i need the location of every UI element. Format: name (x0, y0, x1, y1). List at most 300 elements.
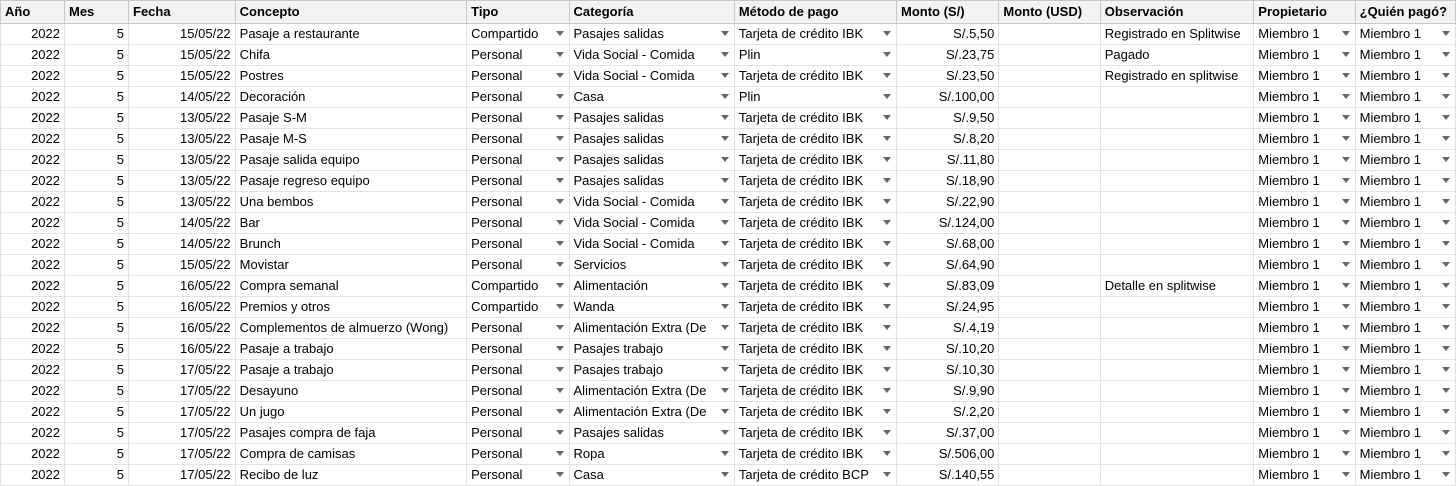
dropdown-arrow-icon[interactable] (1442, 94, 1450, 99)
cell-propietario[interactable] (1254, 402, 1355, 423)
cell-categoria[interactable] (569, 87, 734, 108)
cell-concepto[interactable]: Pasaje a restaurante (235, 24, 466, 45)
cell-quien-pago[interactable] (1355, 213, 1455, 234)
cell-concepto[interactable]: Pasajes compra de faja (235, 423, 466, 444)
cell-monto-usd[interactable] (999, 339, 1100, 360)
cell-tipo[interactable] (467, 108, 569, 129)
dropdown-arrow-icon[interactable] (1342, 199, 1350, 204)
cell-concepto[interactable]: Premios y otros (235, 297, 466, 318)
cell-monto-soles[interactable]: S/.22,90 (896, 192, 998, 213)
cell-observacion[interactable] (1100, 423, 1254, 444)
cell-monto-soles[interactable]: S/.506,00 (896, 444, 998, 465)
cell-mes[interactable]: 5 (65, 402, 129, 423)
cell-monto-usd[interactable] (999, 381, 1100, 402)
cell-monto-usd[interactable] (999, 66, 1100, 87)
cell-categoria[interactable] (569, 45, 734, 66)
cell-monto-soles[interactable]: S/.2,20 (896, 402, 998, 423)
cell-monto-usd[interactable] (999, 213, 1100, 234)
cell-monto-usd[interactable] (999, 402, 1100, 423)
dropdown-arrow-icon[interactable] (1442, 157, 1450, 162)
cell-observacion[interactable] (1100, 381, 1254, 402)
dropdown-arrow-icon[interactable] (721, 430, 729, 435)
cell-tipo[interactable] (467, 255, 569, 276)
cell-categoria[interactable] (569, 360, 734, 381)
cell-tipo[interactable] (467, 402, 569, 423)
cell-categoria[interactable] (569, 381, 734, 402)
cell-quien-pago[interactable] (1355, 444, 1455, 465)
cell-fecha[interactable]: 15/05/22 (129, 45, 236, 66)
dropdown-arrow-icon[interactable] (883, 31, 891, 36)
dropdown-arrow-icon[interactable] (1442, 430, 1450, 435)
dropdown-arrow-icon[interactable] (1342, 94, 1350, 99)
dropdown-arrow-icon[interactable] (556, 199, 564, 204)
dropdown-arrow-icon[interactable] (721, 157, 729, 162)
cell-ano[interactable]: 2022 (1, 423, 65, 444)
dropdown-arrow-icon[interactable] (721, 178, 729, 183)
cell-mes[interactable]: 5 (65, 360, 129, 381)
cell-observacion[interactable] (1100, 87, 1254, 108)
cell-tipo[interactable] (467, 129, 569, 150)
cell-mes[interactable]: 5 (65, 297, 129, 318)
cell-observacion[interactable] (1100, 360, 1254, 381)
cell-observacion[interactable] (1100, 234, 1254, 255)
cell-propietario[interactable] (1254, 213, 1355, 234)
cell-concepto[interactable]: Pasaje regreso equipo (235, 171, 466, 192)
dropdown-arrow-icon[interactable] (721, 325, 729, 330)
cell-monto-usd[interactable] (999, 234, 1100, 255)
cell-propietario[interactable] (1254, 297, 1355, 318)
cell-monto-soles[interactable]: S/.10,30 (896, 360, 998, 381)
cell-propietario[interactable] (1254, 171, 1355, 192)
dropdown-arrow-icon[interactable] (721, 73, 729, 78)
dropdown-arrow-icon[interactable] (1442, 241, 1450, 246)
cell-metodo-pago[interactable] (734, 45, 896, 66)
cell-ano[interactable]: 2022 (1, 297, 65, 318)
cell-fecha[interactable]: 14/05/22 (129, 87, 236, 108)
cell-metodo-pago[interactable] (734, 444, 896, 465)
cell-quien-pago[interactable] (1355, 192, 1455, 213)
cell-quien-pago[interactable] (1355, 381, 1455, 402)
cell-monto-usd[interactable] (999, 444, 1100, 465)
cell-ano[interactable]: 2022 (1, 129, 65, 150)
cell-metodo-pago[interactable] (734, 66, 896, 87)
dropdown-arrow-icon[interactable] (721, 52, 729, 57)
cell-tipo[interactable] (467, 381, 569, 402)
cell-observacion[interactable]: Registrado en splitwise (1100, 66, 1254, 87)
cell-tipo[interactable] (467, 192, 569, 213)
cell-fecha[interactable]: 16/05/22 (129, 339, 236, 360)
cell-observacion[interactable] (1100, 402, 1254, 423)
cell-tipo[interactable] (467, 213, 569, 234)
column-header-monto-soles[interactable]: Monto (S/) (896, 1, 998, 24)
dropdown-arrow-icon[interactable] (556, 325, 564, 330)
cell-concepto[interactable]: Pasaje a trabajo (235, 339, 466, 360)
cell-monto-soles[interactable]: S/.24,95 (896, 297, 998, 318)
dropdown-arrow-icon[interactable] (556, 178, 564, 183)
cell-propietario[interactable] (1254, 234, 1355, 255)
dropdown-arrow-icon[interactable] (1342, 388, 1350, 393)
cell-monto-soles[interactable]: S/.11,80 (896, 150, 998, 171)
column-header-propietario[interactable]: Propietario (1254, 1, 1355, 24)
dropdown-arrow-icon[interactable] (721, 346, 729, 351)
dropdown-arrow-icon[interactable] (883, 157, 891, 162)
cell-monto-soles[interactable]: S/.9,50 (896, 108, 998, 129)
cell-fecha[interactable]: 17/05/22 (129, 360, 236, 381)
dropdown-arrow-icon[interactable] (1442, 136, 1450, 141)
cell-quien-pago[interactable] (1355, 402, 1455, 423)
dropdown-arrow-icon[interactable] (883, 241, 891, 246)
cell-monto-usd[interactable] (999, 465, 1100, 486)
cell-monto-usd[interactable] (999, 45, 1100, 66)
cell-mes[interactable]: 5 (65, 150, 129, 171)
cell-monto-usd[interactable] (999, 255, 1100, 276)
cell-fecha[interactable]: 14/05/22 (129, 213, 236, 234)
dropdown-arrow-icon[interactable] (1442, 199, 1450, 204)
cell-categoria[interactable] (569, 465, 734, 486)
cell-propietario[interactable] (1254, 87, 1355, 108)
cell-categoria[interactable] (569, 255, 734, 276)
cell-concepto[interactable]: Complementos de almuerzo (Wong) (235, 318, 466, 339)
cell-monto-usd[interactable] (999, 24, 1100, 45)
dropdown-arrow-icon[interactable] (883, 388, 891, 393)
cell-ano[interactable]: 2022 (1, 24, 65, 45)
column-header-concepto[interactable]: Concepto (235, 1, 466, 24)
cell-fecha[interactable]: 16/05/22 (129, 318, 236, 339)
cell-concepto[interactable]: Pasaje a trabajo (235, 360, 466, 381)
dropdown-arrow-icon[interactable] (1342, 304, 1350, 309)
cell-monto-soles[interactable]: S/.124,00 (896, 213, 998, 234)
cell-ano[interactable]: 2022 (1, 45, 65, 66)
dropdown-arrow-icon[interactable] (1442, 178, 1450, 183)
cell-propietario[interactable] (1254, 255, 1355, 276)
cell-fecha[interactable]: 15/05/22 (129, 24, 236, 45)
dropdown-arrow-icon[interactable] (883, 262, 891, 267)
dropdown-arrow-icon[interactable] (1442, 346, 1450, 351)
cell-monto-soles[interactable]: S/.64,90 (896, 255, 998, 276)
cell-categoria[interactable] (569, 402, 734, 423)
dropdown-arrow-icon[interactable] (556, 304, 564, 309)
dropdown-arrow-icon[interactable] (1342, 220, 1350, 225)
cell-metodo-pago[interactable] (734, 234, 896, 255)
dropdown-arrow-icon[interactable] (721, 451, 729, 456)
cell-metodo-pago[interactable] (734, 276, 896, 297)
cell-categoria[interactable] (569, 318, 734, 339)
column-header-observacion[interactable]: Observación (1100, 1, 1254, 24)
cell-tipo[interactable] (467, 318, 569, 339)
cell-concepto[interactable]: Compra de camisas (235, 444, 466, 465)
cell-quien-pago[interactable] (1355, 339, 1455, 360)
dropdown-arrow-icon[interactable] (883, 136, 891, 141)
cell-propietario[interactable] (1254, 339, 1355, 360)
cell-categoria[interactable] (569, 339, 734, 360)
cell-propietario[interactable] (1254, 318, 1355, 339)
cell-observacion[interactable]: Detalle en splitwise (1100, 276, 1254, 297)
dropdown-arrow-icon[interactable] (556, 73, 564, 78)
cell-quien-pago[interactable] (1355, 129, 1455, 150)
dropdown-arrow-icon[interactable] (556, 136, 564, 141)
cell-fecha[interactable]: 13/05/22 (129, 150, 236, 171)
cell-fecha[interactable]: 17/05/22 (129, 402, 236, 423)
cell-categoria[interactable] (569, 444, 734, 465)
cell-observacion[interactable] (1100, 465, 1254, 486)
dropdown-arrow-icon[interactable] (1342, 472, 1350, 477)
cell-metodo-pago[interactable] (734, 129, 896, 150)
cell-observacion[interactable] (1100, 150, 1254, 171)
cell-quien-pago[interactable] (1355, 297, 1455, 318)
cell-ano[interactable]: 2022 (1, 276, 65, 297)
cell-quien-pago[interactable] (1355, 66, 1455, 87)
dropdown-arrow-icon[interactable] (1442, 115, 1450, 120)
cell-monto-soles[interactable]: S/.8,20 (896, 129, 998, 150)
dropdown-arrow-icon[interactable] (721, 136, 729, 141)
cell-metodo-pago[interactable] (734, 402, 896, 423)
cell-metodo-pago[interactable] (734, 255, 896, 276)
cell-quien-pago[interactable] (1355, 108, 1455, 129)
cell-propietario[interactable] (1254, 45, 1355, 66)
cell-mes[interactable]: 5 (65, 192, 129, 213)
cell-ano[interactable]: 2022 (1, 255, 65, 276)
cell-quien-pago[interactable] (1355, 87, 1455, 108)
dropdown-arrow-icon[interactable] (1442, 409, 1450, 414)
cell-observacion[interactable] (1100, 129, 1254, 150)
cell-tipo[interactable] (467, 150, 569, 171)
cell-fecha[interactable]: 17/05/22 (129, 465, 236, 486)
cell-concepto[interactable]: Una bembos (235, 192, 466, 213)
cell-quien-pago[interactable] (1355, 276, 1455, 297)
cell-mes[interactable]: 5 (65, 339, 129, 360)
cell-concepto[interactable]: Desayuno (235, 381, 466, 402)
cell-ano[interactable]: 2022 (1, 213, 65, 234)
cell-monto-usd[interactable] (999, 171, 1100, 192)
cell-ano[interactable]: 2022 (1, 192, 65, 213)
dropdown-arrow-icon[interactable] (1342, 283, 1350, 288)
cell-metodo-pago[interactable] (734, 213, 896, 234)
dropdown-arrow-icon[interactable] (556, 451, 564, 456)
cell-observacion[interactable] (1100, 339, 1254, 360)
cell-propietario[interactable] (1254, 150, 1355, 171)
cell-monto-soles[interactable]: S/.9,90 (896, 381, 998, 402)
dropdown-arrow-icon[interactable] (883, 178, 891, 183)
dropdown-arrow-icon[interactable] (883, 451, 891, 456)
dropdown-arrow-icon[interactable] (1442, 262, 1450, 267)
dropdown-arrow-icon[interactable] (556, 283, 564, 288)
cell-monto-soles[interactable]: S/.23,75 (896, 45, 998, 66)
cell-concepto[interactable]: Movistar (235, 255, 466, 276)
dropdown-arrow-icon[interactable] (721, 388, 729, 393)
dropdown-arrow-icon[interactable] (556, 94, 564, 99)
cell-concepto[interactable]: Bar (235, 213, 466, 234)
dropdown-arrow-icon[interactable] (721, 262, 729, 267)
dropdown-arrow-icon[interactable] (883, 346, 891, 351)
cell-propietario[interactable] (1254, 381, 1355, 402)
cell-mes[interactable]: 5 (65, 381, 129, 402)
cell-mes[interactable]: 5 (65, 66, 129, 87)
cell-monto-usd[interactable] (999, 297, 1100, 318)
dropdown-arrow-icon[interactable] (556, 367, 564, 372)
cell-metodo-pago[interactable] (734, 423, 896, 444)
dropdown-arrow-icon[interactable] (1442, 304, 1450, 309)
dropdown-arrow-icon[interactable] (721, 283, 729, 288)
cell-mes[interactable]: 5 (65, 465, 129, 486)
cell-quien-pago[interactable] (1355, 255, 1455, 276)
cell-tipo[interactable] (467, 87, 569, 108)
cell-concepto[interactable]: Compra semanal (235, 276, 466, 297)
cell-tipo[interactable] (467, 339, 569, 360)
column-header-mes[interactable]: Mes (65, 1, 129, 24)
dropdown-arrow-icon[interactable] (883, 283, 891, 288)
cell-metodo-pago[interactable] (734, 24, 896, 45)
cell-metodo-pago[interactable] (734, 339, 896, 360)
dropdown-arrow-icon[interactable] (556, 430, 564, 435)
cell-quien-pago[interactable] (1355, 360, 1455, 381)
dropdown-arrow-icon[interactable] (1442, 31, 1450, 36)
cell-mes[interactable]: 5 (65, 318, 129, 339)
dropdown-arrow-icon[interactable] (883, 73, 891, 78)
cell-ano[interactable]: 2022 (1, 465, 65, 486)
cell-fecha[interactable]: 13/05/22 (129, 129, 236, 150)
cell-tipo[interactable] (467, 360, 569, 381)
dropdown-arrow-icon[interactable] (556, 388, 564, 393)
cell-tipo[interactable] (467, 234, 569, 255)
cell-ano[interactable]: 2022 (1, 444, 65, 465)
cell-ano[interactable]: 2022 (1, 360, 65, 381)
dropdown-arrow-icon[interactable] (1342, 409, 1350, 414)
dropdown-arrow-icon[interactable] (883, 472, 891, 477)
cell-mes[interactable]: 5 (65, 213, 129, 234)
column-header-monto-usd[interactable]: Monto (USD) (999, 1, 1100, 24)
cell-concepto[interactable]: Chifa (235, 45, 466, 66)
cell-observacion[interactable] (1100, 318, 1254, 339)
cell-propietario[interactable] (1254, 360, 1355, 381)
cell-monto-usd[interactable] (999, 318, 1100, 339)
cell-fecha[interactable]: 17/05/22 (129, 444, 236, 465)
cell-tipo[interactable] (467, 276, 569, 297)
dropdown-arrow-icon[interactable] (883, 199, 891, 204)
cell-quien-pago[interactable] (1355, 234, 1455, 255)
dropdown-arrow-icon[interactable] (1342, 157, 1350, 162)
cell-tipo[interactable] (467, 171, 569, 192)
cell-mes[interactable]: 5 (65, 234, 129, 255)
column-header-metodo-pago[interactable]: Método de pago (734, 1, 896, 24)
dropdown-arrow-icon[interactable] (1342, 73, 1350, 78)
cell-monto-soles[interactable]: S/.4,19 (896, 318, 998, 339)
cell-concepto[interactable]: Pasaje M-S (235, 129, 466, 150)
cell-fecha[interactable]: 13/05/22 (129, 108, 236, 129)
cell-mes[interactable]: 5 (65, 423, 129, 444)
cell-observacion[interactable] (1100, 297, 1254, 318)
dropdown-arrow-icon[interactable] (721, 220, 729, 225)
cell-monto-soles[interactable]: S/.68,00 (896, 234, 998, 255)
dropdown-arrow-icon[interactable] (1342, 178, 1350, 183)
cell-observacion[interactable] (1100, 255, 1254, 276)
cell-fecha[interactable]: 13/05/22 (129, 192, 236, 213)
cell-monto-usd[interactable] (999, 87, 1100, 108)
cell-ano[interactable]: 2022 (1, 339, 65, 360)
dropdown-arrow-icon[interactable] (883, 94, 891, 99)
cell-categoria[interactable] (569, 129, 734, 150)
cell-tipo[interactable] (467, 423, 569, 444)
column-header-ano[interactable]: Año (1, 1, 65, 24)
cell-quien-pago[interactable] (1355, 318, 1455, 339)
cell-fecha[interactable]: 15/05/22 (129, 255, 236, 276)
cell-metodo-pago[interactable] (734, 318, 896, 339)
cell-tipo[interactable] (467, 297, 569, 318)
cell-mes[interactable]: 5 (65, 171, 129, 192)
dropdown-arrow-icon[interactable] (721, 472, 729, 477)
cell-ano[interactable]: 2022 (1, 234, 65, 255)
dropdown-arrow-icon[interactable] (556, 472, 564, 477)
cell-metodo-pago[interactable] (734, 108, 896, 129)
cell-monto-soles[interactable]: S/.10,20 (896, 339, 998, 360)
dropdown-arrow-icon[interactable] (883, 325, 891, 330)
cell-observacion[interactable] (1100, 444, 1254, 465)
dropdown-arrow-icon[interactable] (1342, 451, 1350, 456)
cell-fecha[interactable]: 15/05/22 (129, 66, 236, 87)
cell-tipo[interactable] (467, 465, 569, 486)
dropdown-arrow-icon[interactable] (1342, 262, 1350, 267)
cell-ano[interactable]: 2022 (1, 171, 65, 192)
dropdown-arrow-icon[interactable] (1442, 73, 1450, 78)
dropdown-arrow-icon[interactable] (556, 409, 564, 414)
dropdown-arrow-icon[interactable] (1342, 31, 1350, 36)
cell-monto-soles[interactable]: S/.37,00 (896, 423, 998, 444)
cell-monto-soles[interactable]: S/.140,55 (896, 465, 998, 486)
cell-ano[interactable]: 2022 (1, 66, 65, 87)
cell-mes[interactable]: 5 (65, 87, 129, 108)
dropdown-arrow-icon[interactable] (721, 115, 729, 120)
cell-fecha[interactable]: 16/05/22 (129, 297, 236, 318)
cell-monto-soles[interactable]: S/.23,50 (896, 66, 998, 87)
cell-monto-usd[interactable] (999, 276, 1100, 297)
cell-tipo[interactable] (467, 24, 569, 45)
cell-observacion[interactable] (1100, 213, 1254, 234)
cell-propietario[interactable] (1254, 276, 1355, 297)
cell-concepto[interactable]: Recibo de luz (235, 465, 466, 486)
cell-categoria[interactable] (569, 234, 734, 255)
cell-observacion[interactable]: Registrado en Splitwise (1100, 24, 1254, 45)
cell-propietario[interactable] (1254, 108, 1355, 129)
cell-quien-pago[interactable] (1355, 423, 1455, 444)
cell-tipo[interactable] (467, 66, 569, 87)
cell-categoria[interactable] (569, 66, 734, 87)
dropdown-arrow-icon[interactable] (1342, 367, 1350, 372)
cell-ano[interactable]: 2022 (1, 318, 65, 339)
cell-categoria[interactable] (569, 24, 734, 45)
dropdown-arrow-icon[interactable] (556, 157, 564, 162)
cell-categoria[interactable] (569, 192, 734, 213)
cell-mes[interactable]: 5 (65, 45, 129, 66)
cell-concepto[interactable]: Un jugo (235, 402, 466, 423)
dropdown-arrow-icon[interactable] (721, 367, 729, 372)
dropdown-arrow-icon[interactable] (1342, 52, 1350, 57)
cell-categoria[interactable] (569, 108, 734, 129)
cell-metodo-pago[interactable] (734, 465, 896, 486)
dropdown-arrow-icon[interactable] (883, 430, 891, 435)
cell-propietario[interactable] (1254, 66, 1355, 87)
cell-monto-usd[interactable] (999, 360, 1100, 381)
cell-mes[interactable]: 5 (65, 444, 129, 465)
cell-monto-soles[interactable]: S/.100,00 (896, 87, 998, 108)
cell-fecha[interactable]: 17/05/22 (129, 423, 236, 444)
cell-concepto[interactable]: Pasaje S-M (235, 108, 466, 129)
dropdown-arrow-icon[interactable] (556, 52, 564, 57)
cell-concepto[interactable]: Pasaje salida equipo (235, 150, 466, 171)
cell-fecha[interactable]: 13/05/22 (129, 171, 236, 192)
cell-monto-usd[interactable] (999, 423, 1100, 444)
dropdown-arrow-icon[interactable] (556, 115, 564, 120)
cell-metodo-pago[interactable] (734, 192, 896, 213)
cell-quien-pago[interactable] (1355, 465, 1455, 486)
